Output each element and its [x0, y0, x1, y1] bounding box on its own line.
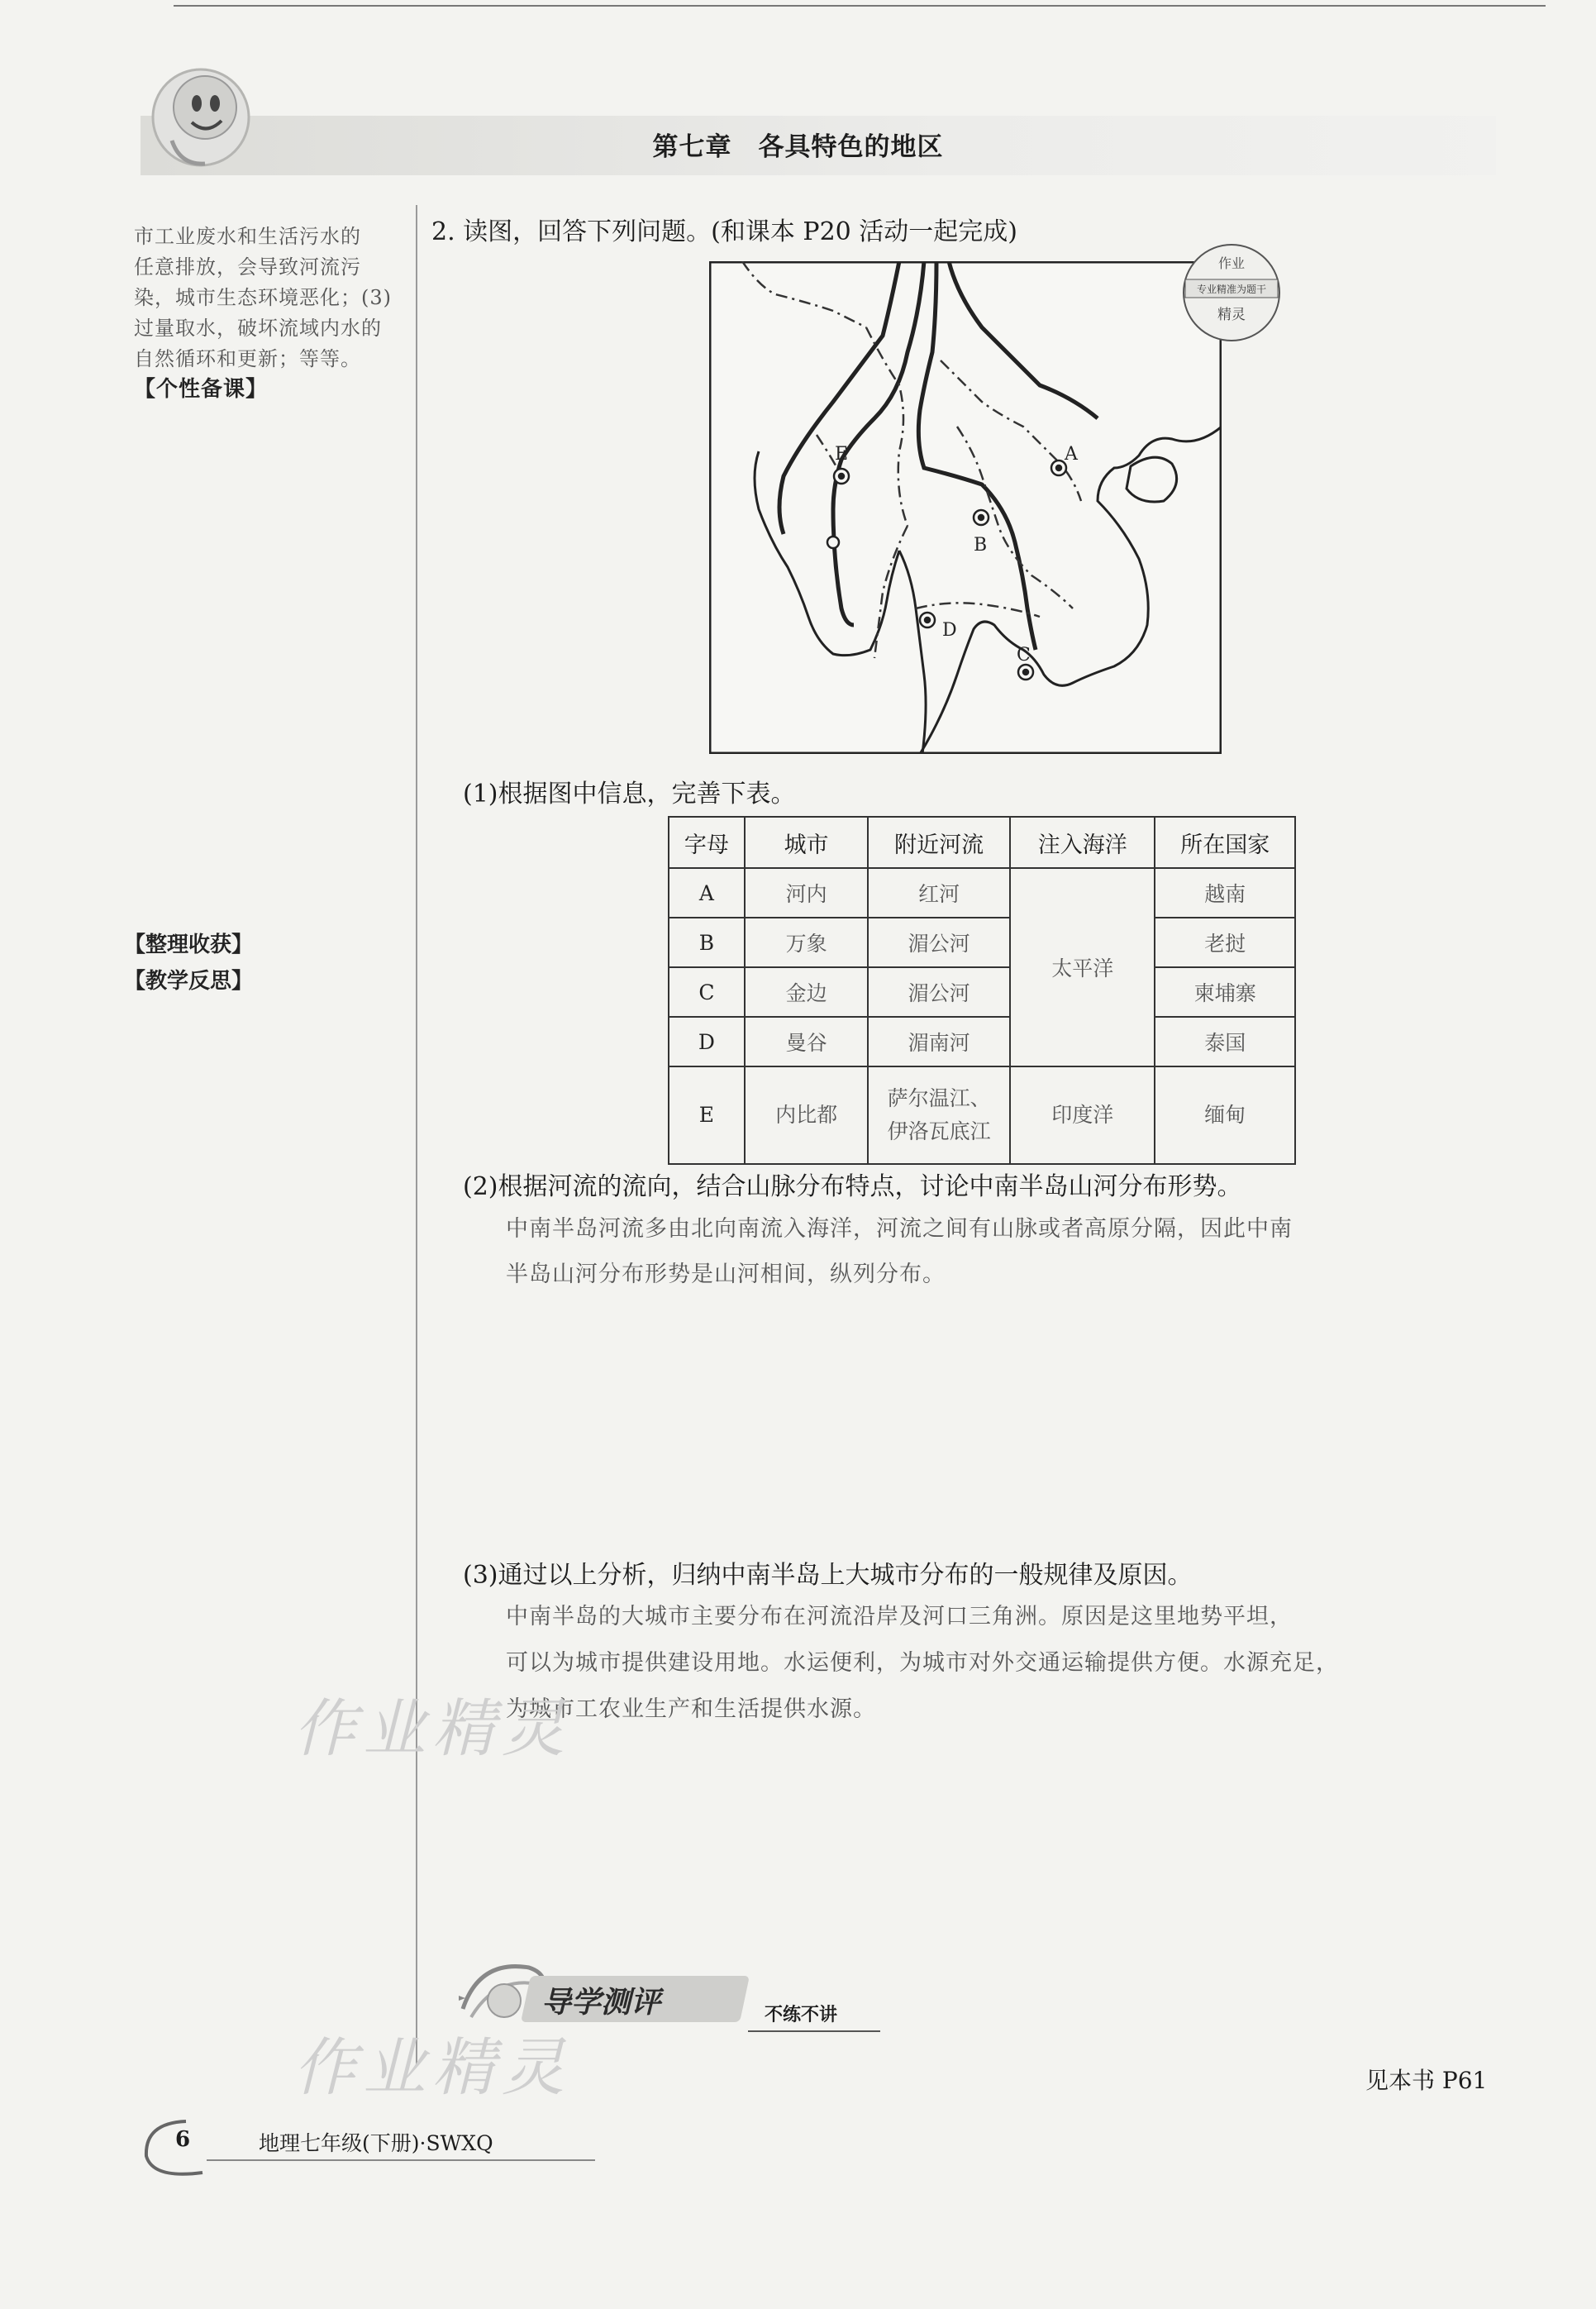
row-river [868, 1066, 1010, 1164]
row-city: 内比都 [745, 1066, 869, 1164]
row-country: 老挝 [1155, 918, 1295, 967]
banner-title: 导学测评 [541, 1986, 661, 2020]
row-city: 曼谷 [745, 1017, 869, 1066]
book-title: 地理七年级(下册)·SWXQ [259, 2131, 493, 2155]
banner-subtitle: 不练不讲 [765, 2004, 838, 2025]
river-line: 伊洛瓦底江 [887, 1119, 991, 1143]
sidebar-line: 自然循环和更新；等等。 [134, 347, 361, 370]
part1-prompt: (1)根据图中信息，完善下表。 [463, 780, 796, 809]
row-city: 金边 [745, 967, 869, 1017]
row-river: 红河 [868, 868, 1010, 918]
table-row [669, 1017, 1295, 1066]
row-letter: A [669, 868, 745, 918]
header-city: 城市 [745, 817, 869, 868]
row-river: 湄南河 [868, 1017, 1010, 1066]
map-label-e: E [835, 444, 849, 465]
part3-prompt: (3)通过以上分析，归纳中南半岛上大城市分布的一般规律及原因。 [463, 1561, 1193, 1590]
mascot-icon [139, 58, 263, 182]
table-row [669, 1066, 1295, 1164]
answer3-line: 可以为城市提供建设用地。水运便利，为城市对外交通运输提供方便。水源充足， [506, 1650, 1339, 1676]
row-letter: B [669, 918, 745, 967]
stamp-line3: 精灵 [1217, 307, 1246, 323]
stamp-line1: 作业 [1217, 255, 1246, 271]
sidebar-line: 染，城市生态环境恶化；(3) [134, 286, 392, 309]
row-river: 湄公河 [868, 918, 1010, 967]
table-header-row [669, 817, 1295, 868]
row-letter: C [669, 967, 745, 1017]
page-number: 6 [175, 2127, 191, 2152]
header-country: 所在国家 [1155, 817, 1295, 868]
map-label-b: B [974, 535, 988, 556]
table-row [669, 967, 1295, 1017]
row-country: 柬埔寨 [1155, 967, 1295, 1017]
map-label-d: D [942, 620, 957, 641]
info-table [668, 816, 1296, 1165]
row-country: 泰国 [1155, 1017, 1295, 1066]
question-title: 2. 读图，回答下列问题。(和课本 P20 活动一起完成) [431, 217, 1017, 246]
header-ocean: 注入海洋 [1010, 817, 1155, 868]
table-row [669, 918, 1295, 967]
row-country: 越南 [1155, 868, 1295, 918]
page-reference: 见本书 P61 [1365, 2067, 1488, 2094]
answer2-line: 中南半岛河流多由北向南流入海洋，河流之间有山脉或者高原分隔，因此中南 [506, 1216, 1293, 1242]
table-row [669, 868, 1295, 918]
river-line: 萨尔温江、 [887, 1086, 991, 1110]
sidebar-line: 过量取水，破坏流域内水的 [134, 317, 382, 340]
indochina-map [709, 261, 1222, 754]
watermark: 作业精灵 [293, 1691, 571, 1765]
row-city: 河内 [745, 868, 869, 918]
reflection-heading: 【教学反思】 [124, 969, 254, 994]
sidebar-line: 任意排放，会导致河流污 [134, 255, 361, 279]
row-letter: E [669, 1066, 745, 1164]
row-country: 缅甸 [1155, 1066, 1295, 1164]
stamp-line2: 专业精准为题干 [1196, 284, 1267, 295]
row-ocean: 印度洋 [1010, 1066, 1155, 1164]
sidebar-line: 市工业废水和生活污水的 [134, 225, 361, 248]
banner-underline [748, 2030, 880, 2032]
row-letter: D [669, 1017, 745, 1066]
stamp-icon [1174, 240, 1289, 347]
map-label-c: C [1017, 645, 1031, 666]
watermark: 作业精灵 [293, 2030, 571, 2104]
top-rule [174, 5, 1546, 7]
header-river: 附近河流 [868, 817, 1010, 868]
answer3-line: 中南半岛的大城市主要分布在河流沿岸及河口三角洲。原因是这里地势平坦， [506, 1604, 1293, 1629]
answer2-line: 半岛山河分布形势是山河相间，纵列分布。 [506, 1262, 946, 1287]
sidebar [134, 222, 407, 405]
pacific-cell: 太平洋 [1010, 868, 1155, 1066]
chapter-title: 第七章 各具特色的地区 [652, 132, 944, 162]
row-river: 湄公河 [868, 967, 1010, 1017]
organize-heading: 【整理收获】 [124, 933, 254, 957]
personal-prep-heading: 【个性备课】 [134, 377, 269, 402]
column-divider [416, 205, 417, 2065]
answer3-line: 为城市工农业生产和生活提供水源。 [506, 1696, 876, 1722]
row-city: 万象 [745, 918, 869, 967]
map-label-a: A [1065, 444, 1078, 465]
header-letter: 字母 [669, 817, 745, 868]
footer-rule [207, 2159, 595, 2161]
part2-prompt: (2)根据河流的流向，结合山脉分布特点，讨论中南半岛山河分布形势。 [463, 1172, 1242, 1201]
